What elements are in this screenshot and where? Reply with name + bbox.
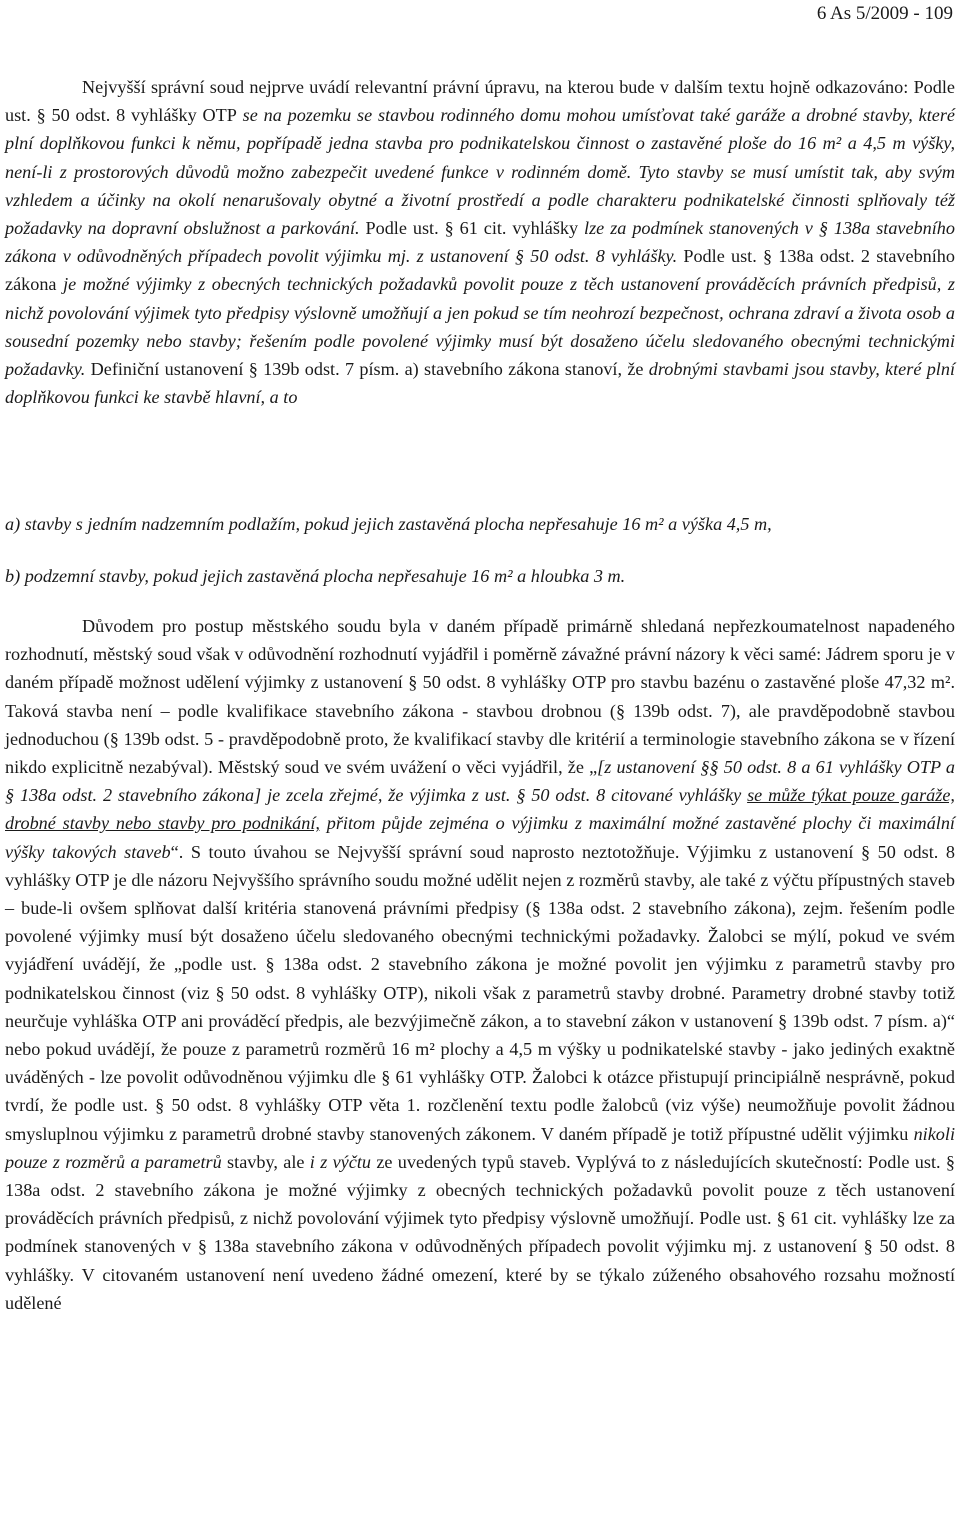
p2-text-1: Důvodem pro postup městského soudu byla v daném případě primárně shledaná nepřezkoumatelnost napadeného rozhodnutí, městský soud však v odůvodnění rozhodnutí vyjádřil i poměrně závažné právní názory k věci samé: Jádrem sporu je v daném případě možnost udělení výjimky z ustanovení § 50 odst. 8 vyhlášky OTP pro stavbu bazénu o zastavěné ploše 47,32 m². Taková stavba není – podle kvalifikace stavebního zákona - stavbou drobnou (§ 139b odst. 7), ale pravděpodobně stavbou jednoduchou (§ 139b odst. 5 - pravděpodobně proto, že kvalifikací stavby dle kritérií a terminologie stavebního zákona se v řízení nikdo explicitně nezabýval). Městský soud ve svém uvážení o věci vyjádřil, že „ [5,616,955,778]
list-item-b [5,562,955,590]
case-reference: 6 As 5/2009 - 109 [816,3,953,24]
main-paragraph [5,612,955,1317]
p1-text-4: Definiční ustanovení § 139b odst. 7 písm. a) stavebního zákona stanoví, že [85,359,644,380]
p2-text-3: stavby, ale [221,1151,310,1172]
p2-text-2: “. S touto úvahou se Nejvyšší správní soud naprosto neztotožňuje. Výjimku z ustanovení § 50 odst. 8 vyhlášky OTP je dle názoru Nejvyššího správního soudu možné udělit nejen z rozměrů stavby, ale také z výčtu přípustných staveb – bude-li ovšem splňovat další kritéria stanovená právními předpisy (§ 138a odst. 2 stavebního zákona), zejm. řešením podle povolené výjimky musí být dosaženo účelu sledovaného obecnými technickými požadavky. Žalobci se mýlí, pokud ve svém vyjádření uvádějí, že „podle ust. § 138a odst. 2 stavebního zákona je možné povolit jen výjimku z parametrů stavby pro podnikatelskou činnost (viz § 50 odst. 8 vyhlášky OTP), nikoli však z parametrů stavby drobné. Parametry drobné stavby totiž neurčuje vyhláška OTP ani prováděcí předpis, ale bezvýjimečně zákon, a to stavební zákon v ustanovení § 139b odst. 7 písm. a)“ nebo pokud uvádějí, že pouze z parametrů rozměrů 16 m² plochy a 4,5 m výšky u podnikatelské stavby - jako jediných exaktně uváděných - lze povolit odůvodněnou výjimku dle § 61 vyhlášky OTP. Žalobci k otázce přistupují principiálně nesprávně, pokud tvrdí, že podle ust. § 50 odst. 8 vyhlášky OTP věta 1. rozčlenění textu podle žalobců (viz výše) neumožňuje povolit žádnou smysluplnou výjimku z parametrů drobné stavby stanovených zákonem. V daném případě je totiž přípustné udělit výjimku [5,841,955,1144]
document-page [5,0,955,1521]
p2-emph-2: i z výčtu [309,1151,371,1172]
p2-text-4: ze uvedených typů staveb. Vyplývá to z následujících skutečností: Podle ust. § 138a odst. 2 stavebního zákona je možné výjimky z obecných technických požadavků povolit pouze z těch ustanovení prováděcích právních předpisů, z nichž povolování výjimek tyto předpisy výslovně umožňují. Podle ust. § 61 cit. vyhlášky lze za podmínek stanovených v § 138a stavebního zákona v odůvodněných případech povolit výjimku mj. z ustanovení § 50 odst. 8 vyhlášky. V citovaném ustanovení není uvedeno žádné omezení, které by se týkalo zúženého obsahového rozsahu možností udělené [5,1151,955,1313]
list-item-a [5,510,955,538]
list-item-a-text: a) stavby s jedním nadzemním podlažím, pokud jejich zastavěná plocha nepřesahuje 16 m² a výška 4,5 m, [5,514,772,534]
p1-quote-2: lze za podmínek stanovených v § 138a stavebního zákona v odůvodněných případech povolit výjimku mj. z ustanovení § 50 odst. 8 vyhlášky. [5,218,955,267]
p1-text-3: Podle ust. § 138a odst. 2 stavebního zákona [5,246,955,295]
p2-quote-2: přitom půjde zejména o výjimku z maximální možné zastavěné plochy či maximální výšky takových staveb [5,813,955,862]
intro-paragraph [5,73,955,411]
p1-quote-3: je možné výjimky z obecných technických požadavků povolit pouze z těch ustanovení prováděcích právních předpisů, z nichž povolování výjimek tyto předpisy výslovně umožňují a jen pokud se tím neohrozí bezpečnost, ochrana zdraví a života osob a sousední pozemky nebo stavby; řešením podle povolené výjimky musí být dosaženo účelu sledovaného obecnými technickými požadavky. [5,274,955,380]
p2-quote-underlined: se může týkat pouze garáže, drobné stavby nebo stavby pro podnikání, [5,785,955,834]
p1-text-2: Podle ust. § 61 cit. vyhlášky [359,218,579,239]
list-item-b-text: b) podzemní stavby, pokud jejich zastavěná plocha nepřesahuje 16 m² a hloubka 3 m. [5,566,626,586]
p2-emph-1: nikoli pouze z rozměrů a parametrů [5,1123,955,1172]
p1-quote-1: se na pozemku se stavbou rodinného domu mohou umísťovat také garáže a drobné stavby, které plní doplňkovou funkci k němu, popřípadě jedna stavba pro podnikatelskou činnost o zastavěné ploše do 16 m² a 4,5 m výšky, není-li z prostorových důvodů možno zabezpečit uvedené funkce v rodinném domě. Tyto stavby se musí umístit tak, aby svým vzhledem a účinky na okolí nenarušovaly obytné a životní prostředí a podle charakteru podnikatelské činnosti splňovaly též požadavky na dopravní obslužnost a parkování. [5,105,955,239]
p1-quote-4: drobnými stavbami jsou stavby, které plní doplňkovou funkci ke stavbě hlavní, a to [5,359,955,408]
p1-text-1: Nejvyšší správní soud nejprve uvádí relevantní právní úpravu, na kterou bude v dalším textu hojně odkazováno: Podle ust. § 50 odst. 8 vyhlášky OTP [5,77,955,126]
p2-quote-1: [z ustanovení §§ 50 odst. 8 a 61 vyhlášky OTP a § 138a odst. 2 stavebního zákona] je zcela zřejmé, že výjimka z ust. § 50 odst. 8 citované vyhlášky [5,757,955,806]
